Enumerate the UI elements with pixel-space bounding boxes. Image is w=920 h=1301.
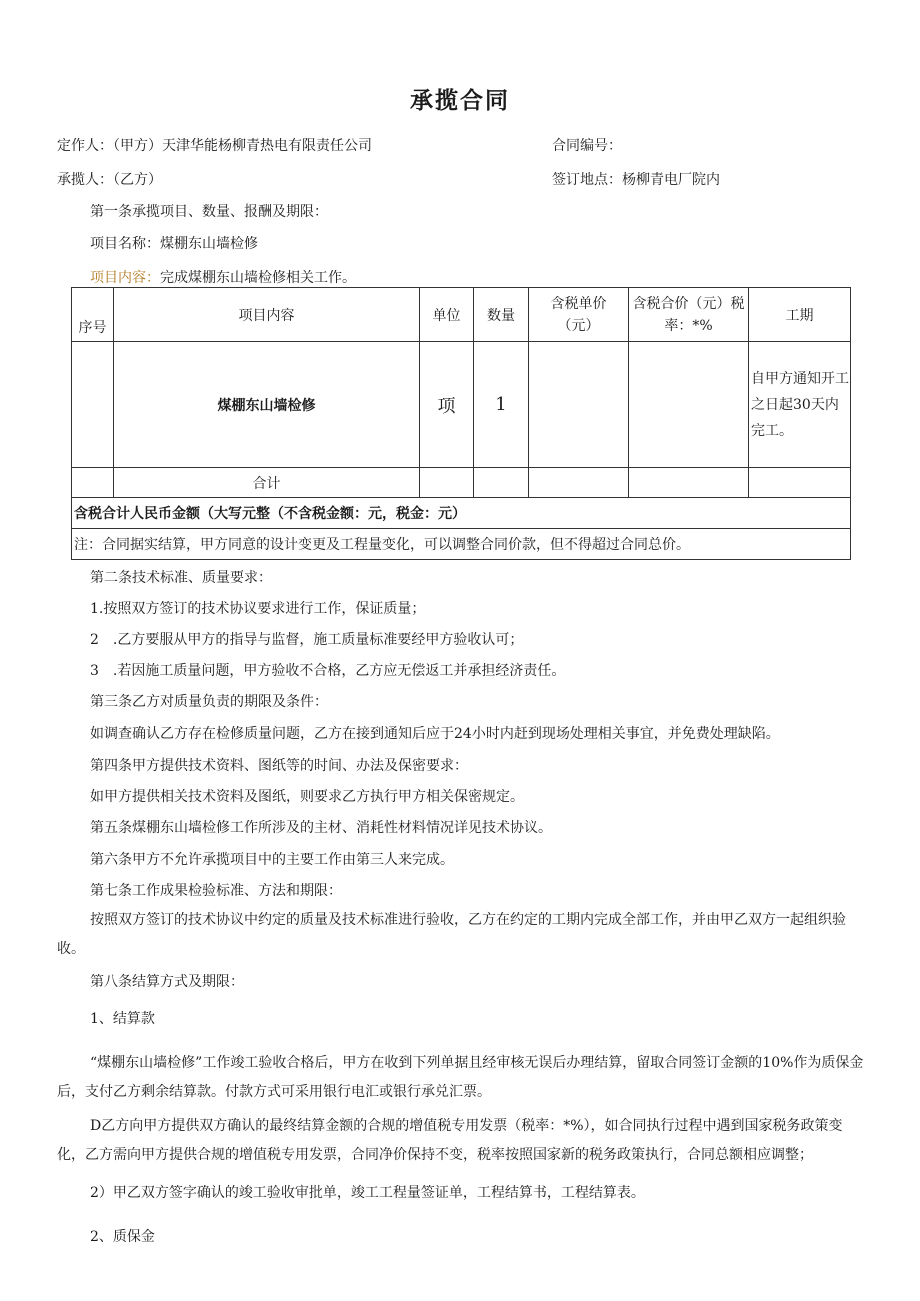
project-name: 项目名称：煤棚东山墙检修 (90, 236, 258, 252)
client-party: 定作人：（甲方）天津华能杨柳青热电有限责任公司 (57, 138, 372, 154)
sum-label: 合计 (114, 468, 420, 498)
header-unit-price-line2: （元） (557, 317, 600, 334)
table-header-row (72, 288, 851, 342)
header-total-line1: 含税合价（元）税 (632, 295, 745, 312)
article2-item1: 1.按照双方签订的技术协议要求进行工作，保证质量； (90, 601, 426, 617)
table-amount-row (72, 498, 851, 529)
article4-text: 如甲方提供相关技术资料及图纸，则要求乙方执行甲方相关保密规定。 (90, 789, 524, 805)
article2-item2: 2 .乙方要服从甲方的指导与监督，施工质量标准要经甲方验收认可； (90, 632, 524, 648)
row-qty: 1 (474, 342, 529, 468)
header-unit: 单位 (420, 288, 474, 342)
contractor-party: 承揽人：（乙方） (57, 172, 162, 188)
article6-text: 第六条甲方不允许承揽项目中的主要工作由第三人来完成。 (90, 852, 454, 868)
article8-sub1: 1、结算款 (90, 1011, 155, 1027)
article8-para3: 2）甲乙双方签字确认的竣工验收审批单，竣工工程量签证单，工程结算书，工程结算表。 (90, 1185, 645, 1201)
table-row (72, 342, 851, 468)
document-title: 承揽合同 (410, 88, 510, 114)
article3-text: 如调查确认乙方存在检修质量问题，乙方在接到通知后应于24小时内赶到现场处理相关事宜，并免费处理缺陷。 (90, 726, 780, 742)
row-content: 煤棚东山墙检修 (114, 342, 420, 468)
row-period: 自甲方通知开工之日起30天内完工。 (749, 342, 851, 468)
table-note-row (72, 529, 851, 560)
article2-heading: 第二条技术标准、质量要求： (90, 570, 272, 586)
amount-in-words: 含税合计人民币金额（大写元整（不含税金额：元，税金：元） (72, 498, 851, 529)
header-unit-price (529, 288, 629, 342)
header-content: 项目内容 (114, 288, 420, 342)
header-qty: 数量 (474, 288, 529, 342)
header-unit-price-line1: 含税单价 (550, 295, 607, 312)
article8-para1: “煤棚东山墙检修”工作竣工验收合格后，甲方在收到下列单据且经审核无误后办理结算，留取合同签订金额的10%作为质保金后，支付乙方剩余结算款。付款方式可采用银行电汇或银行承兑汇票。 (57, 1055, 864, 1100)
article3-heading: 第三条乙方对质量负责的期限及条件： (90, 694, 328, 710)
project-content-label: 项目内容： (90, 270, 160, 286)
article4-heading: 第四条甲方提供技术资料、图纸等的时间、办法及保密要求： (90, 758, 468, 774)
article2-item3: 3 .若因施工质量问题，甲方验收不合格，乙方应无偿返工并承担经济责任。 (90, 663, 566, 679)
row-seq (72, 342, 114, 468)
row-unit: 项 (420, 342, 474, 468)
article7-heading: 第七条工作成果检验标准、方法和期限： (90, 883, 342, 899)
header-period: 工期 (749, 288, 851, 342)
row-unit-price (529, 342, 629, 468)
article5-text: 第五条煤棚东山墙检修工作所涉及的主材、消耗性材料情况详见技术协议。 (90, 820, 552, 836)
table-note: 注：合同据实结算，甲方同意的设计变更及工程量变化，可以调整合同价款，但不得超过合同总价。 (72, 529, 851, 560)
header-seq: 序号 (72, 288, 114, 342)
article7-text: 按照双方签订的技术协议中约定的质量及技术标准进行验收，乙方在约定的工期内完成全部工作，并由甲乙双方一起组织验收。 (57, 912, 846, 957)
article8-heading: 第八条结算方式及期限： (90, 974, 244, 990)
sign-place: 签订地点：杨柳青电厂院内 (552, 172, 720, 188)
table-sum-row (72, 468, 851, 498)
contract-number: 合同编号： (552, 138, 622, 154)
article1-heading: 第一条承揽项目、数量、报酬及期限： (90, 204, 328, 220)
project-content (90, 268, 356, 288)
header-total-line2: 率：*% (664, 317, 713, 334)
project-content-value: 完成煤棚东山墙检修相关工作。 (160, 270, 356, 286)
row-total-price (629, 342, 749, 468)
header-total-price (629, 288, 749, 342)
contract-items-table (71, 287, 851, 560)
article8-para2: D乙方向甲方提供双方确认的最终结算金额的合规的增值税专用发票（税率：*%），如合同执行过程中遇到国家税务政策变化，乙方需向甲方提供合规的增值税专用发票，合同净价保持不变，税率按照国家新的税务政策执行，合同总额相应调整； (57, 1118, 843, 1163)
article8-sub2: 2、质保金 (90, 1229, 155, 1245)
